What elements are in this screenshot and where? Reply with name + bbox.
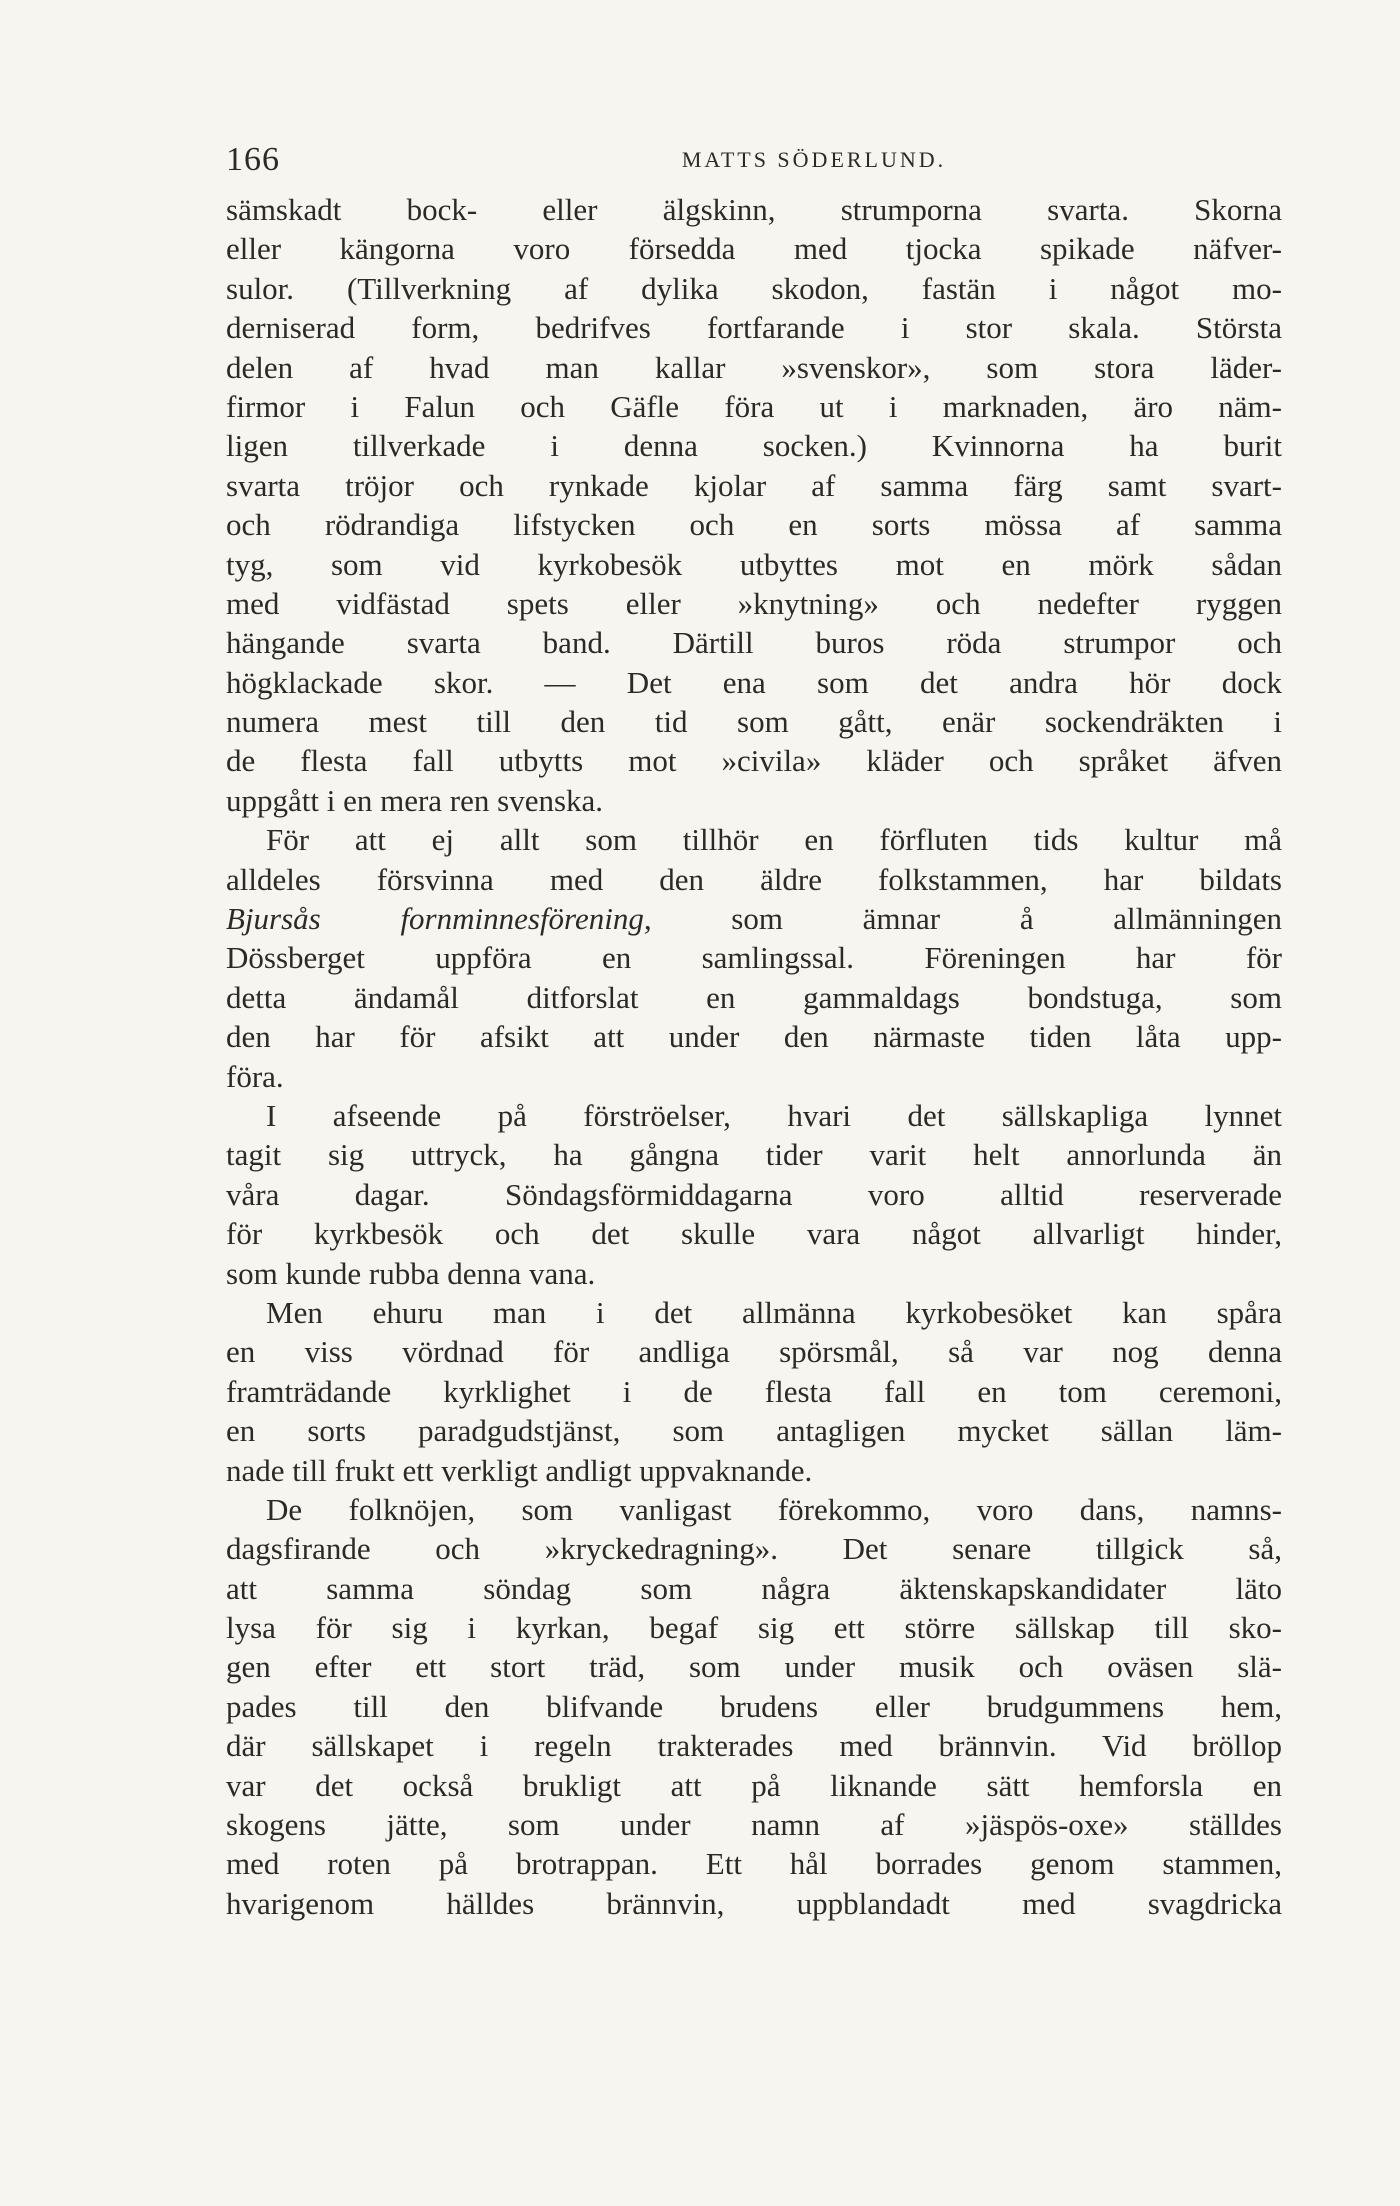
text-line: I afseende på förströelser, hvari det sällskapliga lynnet — [266, 1097, 1282, 1133]
text-line: uppgått i en mera ren svenska. — [226, 782, 604, 818]
paragraph — [226, 190, 1282, 820]
text-line: Dössberget uppföra en samlingssal. Föreningen har för — [226, 940, 1282, 976]
text-line: pades till den blifvande brudens eller brudgummens hem, — [226, 1688, 1282, 1724]
text-line: skogens jätte, som under namn af »jäspös-oxe» ställdes — [226, 1807, 1282, 1843]
paragraph — [226, 1490, 1282, 1923]
text-line: för kyrkbesök och det skulle vara något allvarligt hinder, — [226, 1216, 1282, 1252]
page-number: 166 — [226, 141, 280, 178]
text-line: nade till frukt ett verkligt andligt uppvaknande. — [226, 1452, 813, 1488]
text-line: delen af hvad man kallar »svenskor», som stora läder- — [226, 349, 1282, 385]
text-line: framträdande kyrklighet i de flesta fall en tom ceremoni, — [226, 1373, 1282, 1409]
text-line: eller kängorna voro försedda med tjocka spikade näfver- — [226, 231, 1282, 267]
text-line: en viss vördnad för andliga spörsmål, så var nog denna — [226, 1334, 1282, 1370]
text-line: alldeles försvinna med den äldre folkstammen, har bildats — [226, 861, 1282, 897]
text-line: dagsfirande och »kryckedragning». Det senare tillgick så, — [226, 1531, 1282, 1567]
page-header — [226, 140, 1282, 180]
text-line: föra. — [226, 1058, 284, 1094]
text-line: sulor. (Tillverkning af dylika skodon, fastän i något mo- — [226, 270, 1282, 306]
text-line: hängande svarta band. Därtill buros röda strumpor och — [226, 625, 1282, 661]
text-line: ligen tillverkade i denna socken.) Kvinnorna ha burit — [226, 428, 1282, 464]
text-line: högklackade skor. — Det ena som det andra hör dock — [226, 664, 1282, 700]
text-line: att samma söndag som några äktenskapskandidater läto — [226, 1570, 1282, 1606]
text-line: var det också brukligt att på liknande sätt hemforsla en — [226, 1767, 1282, 1803]
text-line: de flesta fall utbytts mot »civila» kläder och språket äfven — [226, 743, 1282, 779]
body-text — [226, 190, 1282, 1923]
text-line: numera mest till den tid som gått, enär sockendräkten i — [226, 704, 1282, 740]
text-line: en sorts paradgudstjänst, som antagligen mycket sällan läm- — [226, 1413, 1282, 1449]
text-line: sämskadt bock- eller älgskinn, strumporna svarta. Skorna — [226, 192, 1282, 227]
running-head: MATTS SÖDERLUND. — [681, 147, 947, 172]
text-line: med vidfästad spets eller »knytning» och nedefter ryggen — [226, 585, 1282, 621]
text-line: tyg, som vid kyrkobesök utbyttes mot en mörk sådan — [226, 546, 1282, 582]
text-line: med roten på brotrappan. Ett hål borrades genom stammen, — [226, 1846, 1282, 1882]
text-line: där sällskapet i regeln trakterades med brännvin. Vid bröllop — [226, 1728, 1282, 1764]
text-line: tagit sig uttryck, ha gångna tider varit helt annorlunda än — [226, 1137, 1282, 1173]
text-line: hvarigenom hälldes brännvin, uppblandadt med svagdricka — [226, 1885, 1282, 1921]
text-line: detta ändamål ditforslat en gammaldags bondstuga, som — [226, 979, 1282, 1015]
text-line-with-italic: Bjursås fornminnesförening, som ämnar å allmänningen — [226, 901, 1282, 937]
paragraph — [226, 1096, 1282, 1293]
text-line: våra dagar. Söndagsförmiddagarna voro alltid reserverade — [226, 1176, 1282, 1212]
paragraph — [226, 1293, 1282, 1490]
text-line: Men ehuru man i det allmänna kyrkobesöket kan spåra — [266, 1294, 1282, 1330]
text-line: lysa för sig i kyrkan, begaf sig ett större sällskap till sko- — [226, 1610, 1282, 1646]
text-line: som kunde rubba denna vana. — [226, 1255, 596, 1291]
text-line: och rödrandiga lifstycken och en sorts mössa af samma — [226, 507, 1282, 543]
society-name: Bjursås fornminnesförening, — [226, 901, 652, 937]
text-line: den har för afsikt att under den närmaste tiden låta upp- — [226, 1019, 1282, 1055]
text-line: firmor i Falun och Gäfle föra ut i marknaden, äro näm- — [226, 388, 1282, 424]
text-line: De folknöjen, som vanligast förekommo, voro dans, namns- — [266, 1491, 1282, 1527]
paragraph — [226, 820, 1282, 1096]
text-line: För att ej allt som tillhör en förfluten tids kultur må — [266, 822, 1282, 858]
text-line: svarta tröjor och rynkade kjolar af samma färg samt svart- — [226, 467, 1282, 503]
text-line: gen efter ett stort träd, som under musik och oväsen slä- — [226, 1649, 1282, 1685]
text-line: derniserad form, bedrifves fortfarande i stor skala. Största — [226, 310, 1282, 346]
